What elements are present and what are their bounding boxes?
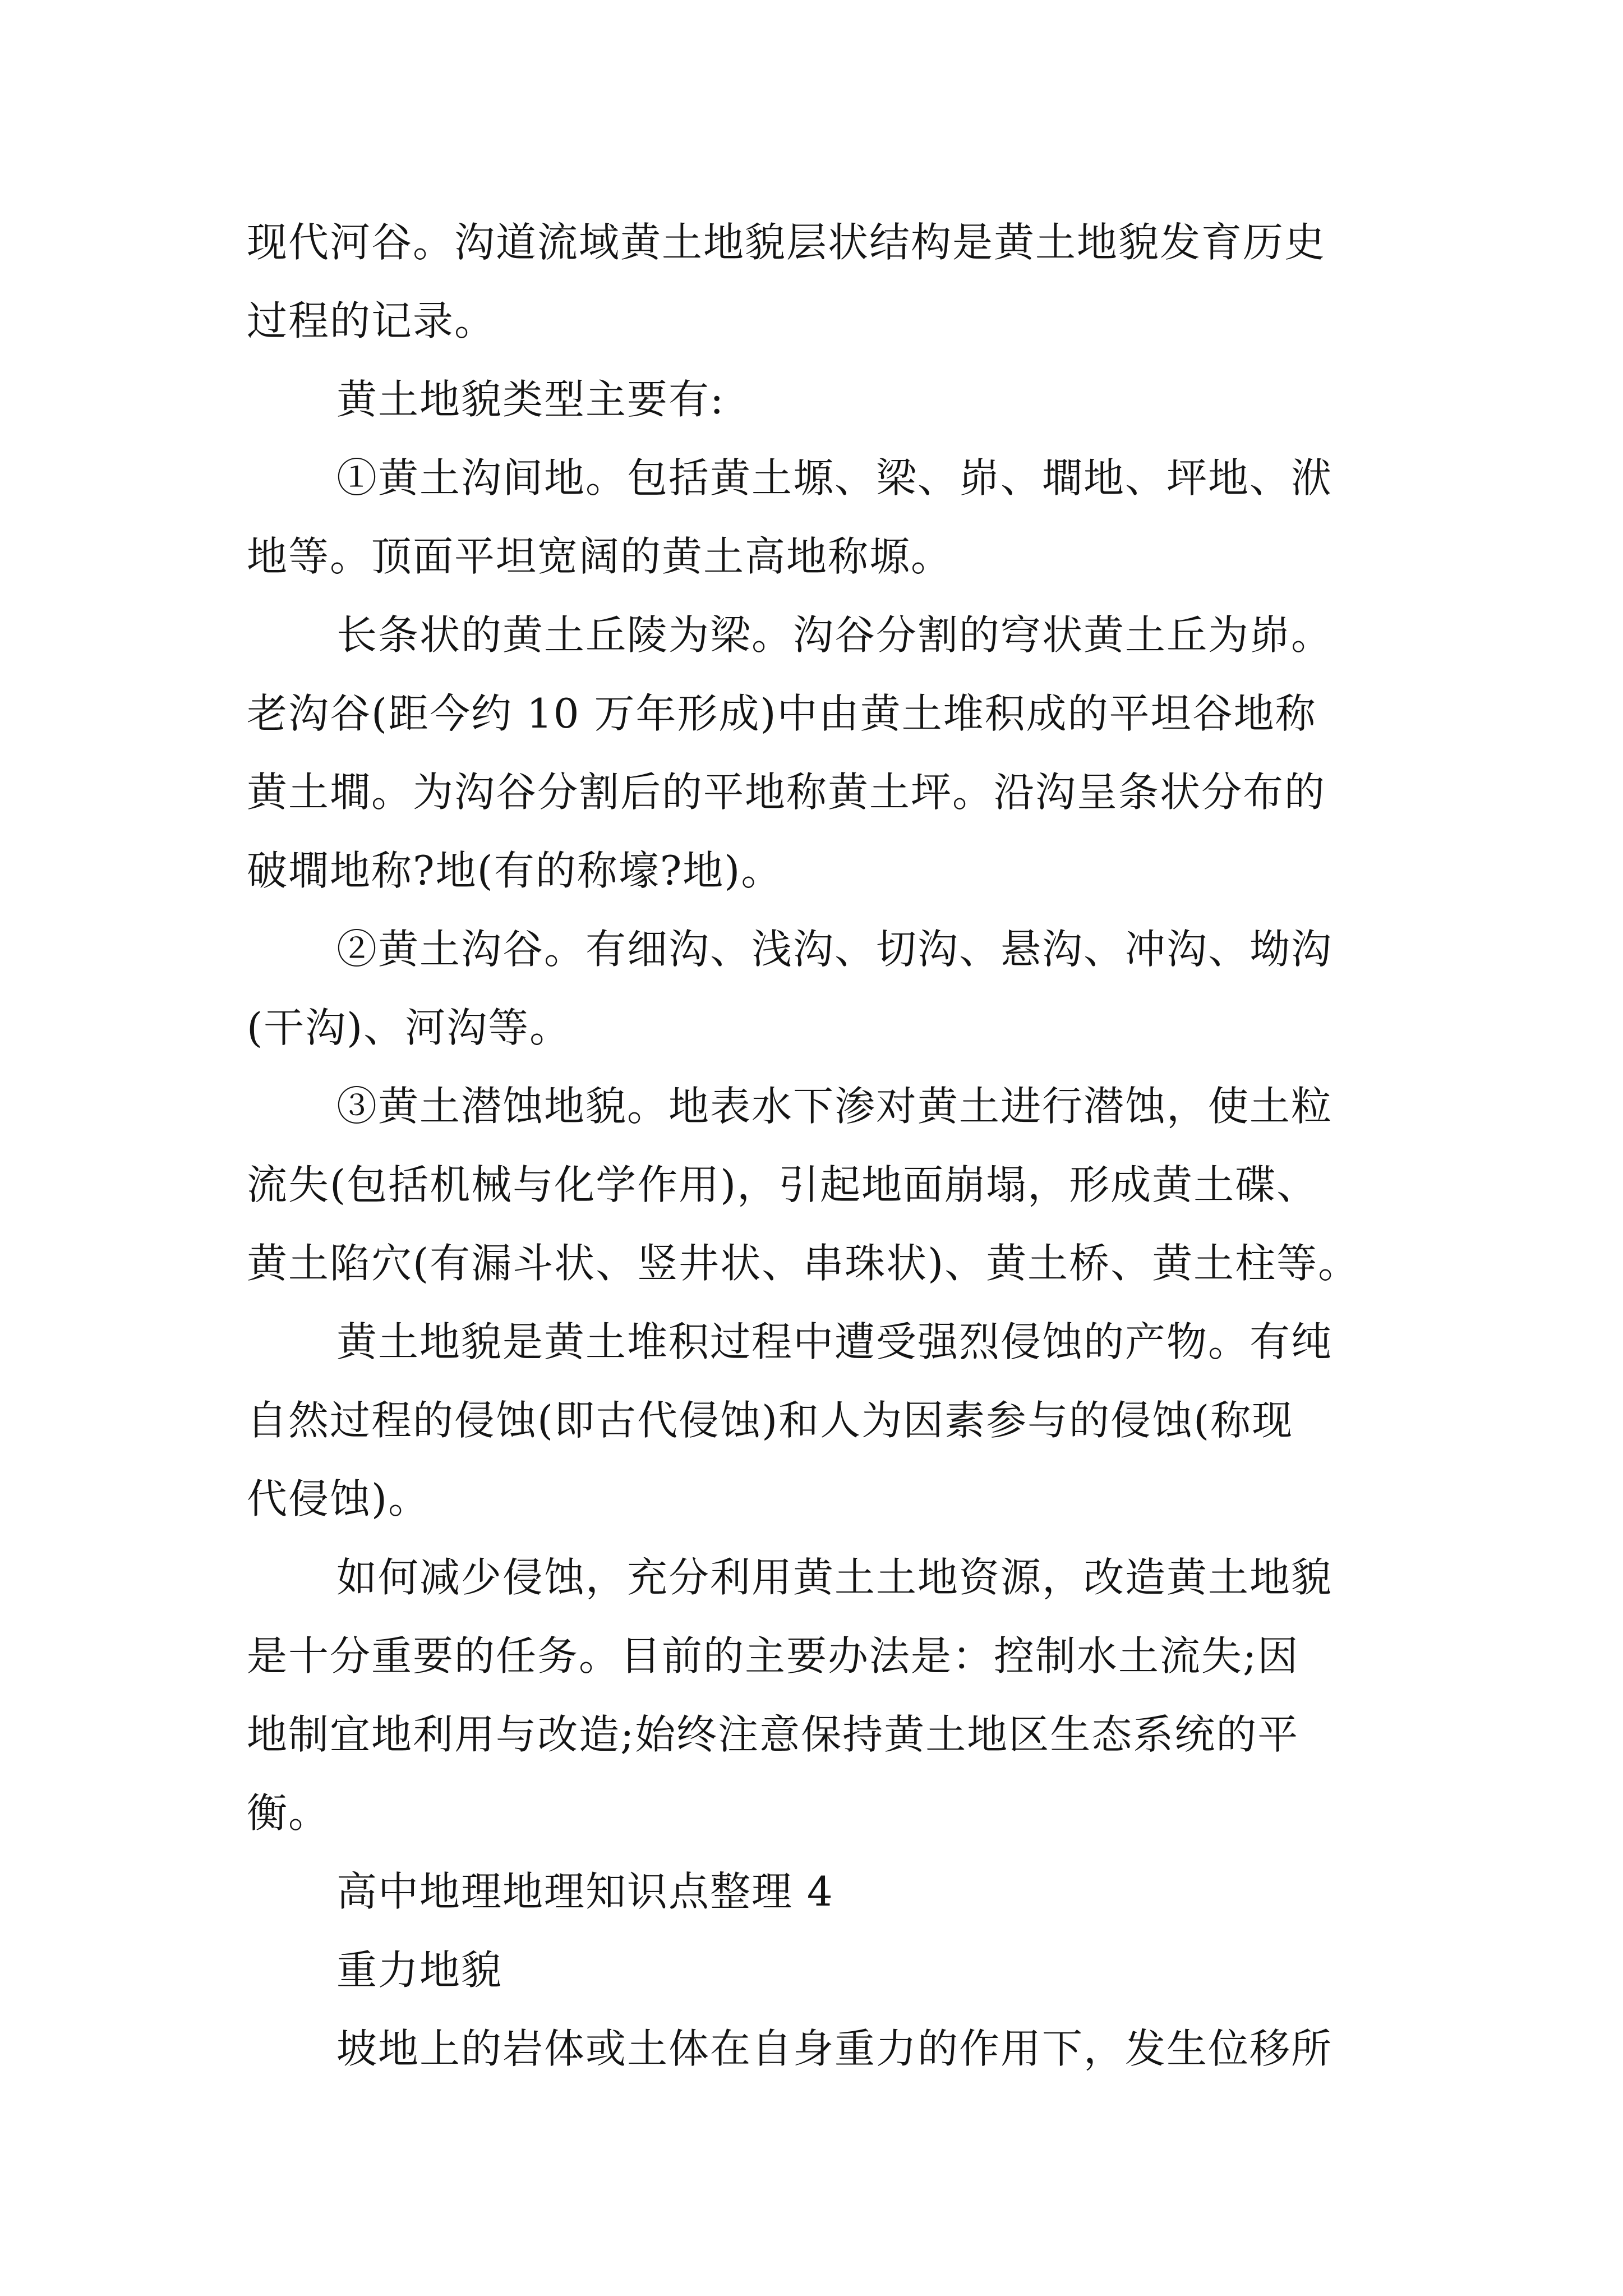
text-line: 过程的记录。 (247, 297, 496, 344)
text-line: 长条状的黄土丘陵为梁。沟谷分割的穹状黄土丘为峁。 (336, 611, 1333, 659)
text-line: 地制宜地利用与改造;始终注意保持黄土地区生态系统的平 (247, 1711, 1299, 1758)
section-heading: 高中地理地理知识点整理 4 (336, 1868, 834, 1915)
text-line: (干沟)、河沟等。 (247, 1004, 571, 1051)
text-line: 黄土陷穴(有漏斗状、竖井状、串珠状)、黄土桥、黄土柱等。 (247, 1240, 1360, 1287)
subsection-heading: 重力地貌 (336, 1947, 503, 1994)
text-line: 衡。 (247, 1789, 330, 1837)
text-line: 是十分重要的任务。目前的主要办法是：控制水土流失;因 (247, 1632, 1299, 1680)
text-line: 代侵蚀)。 (247, 1475, 430, 1522)
text-line: 如何减少侵蚀，充分利用黄土土地资源，改造黄土地貌 (336, 1554, 1333, 1601)
text-line: 黄土墹。为沟谷分割后的平地称黄土坪。沿沟呈条状分布的 (247, 769, 1326, 816)
text-line: 流失(包括机械与化学作用)，引起地面崩塌，形成黄土碟、 (247, 1161, 1318, 1208)
text-line: 黄土地貌类型主要有: (336, 376, 725, 423)
text-line: 自然过程的侵蚀(即古代侵蚀)和人为因素参与的侵蚀(称现 (247, 1397, 1294, 1444)
text-line: 坡地上的岩体或土体在自身重力的作用下，发生位移所 (336, 2025, 1333, 2072)
text-line: ①黄土沟间地。包括黄土塬、梁、峁、墹地、坪地、洑 (336, 454, 1333, 501)
text-line: 黄土地貌是黄土堆积过程中遭受强烈侵蚀的产物。有纯 (336, 1318, 1333, 1365)
text-line: 现代河谷。沟道流域黄土地貌层状结构是黄土地貌发育历史 (247, 219, 1326, 266)
text-line: 破墹地称?地(有的称壕?地)。 (247, 847, 783, 894)
text-line: ②黄土沟谷。有细沟、浅沟、切沟、悬沟、冲沟、坳沟 (336, 926, 1333, 973)
text-line: 地等。顶面平坦宽阔的黄土高地称塬。 (247, 533, 953, 580)
text-line: 老沟谷(距今约 10 万年形成)中由黄土堆积成的平坦谷地称 (247, 690, 1317, 737)
text-line: ③黄土潜蚀地貌。地表水下渗对黄土进行潜蚀，使土粒 (336, 1083, 1333, 1130)
